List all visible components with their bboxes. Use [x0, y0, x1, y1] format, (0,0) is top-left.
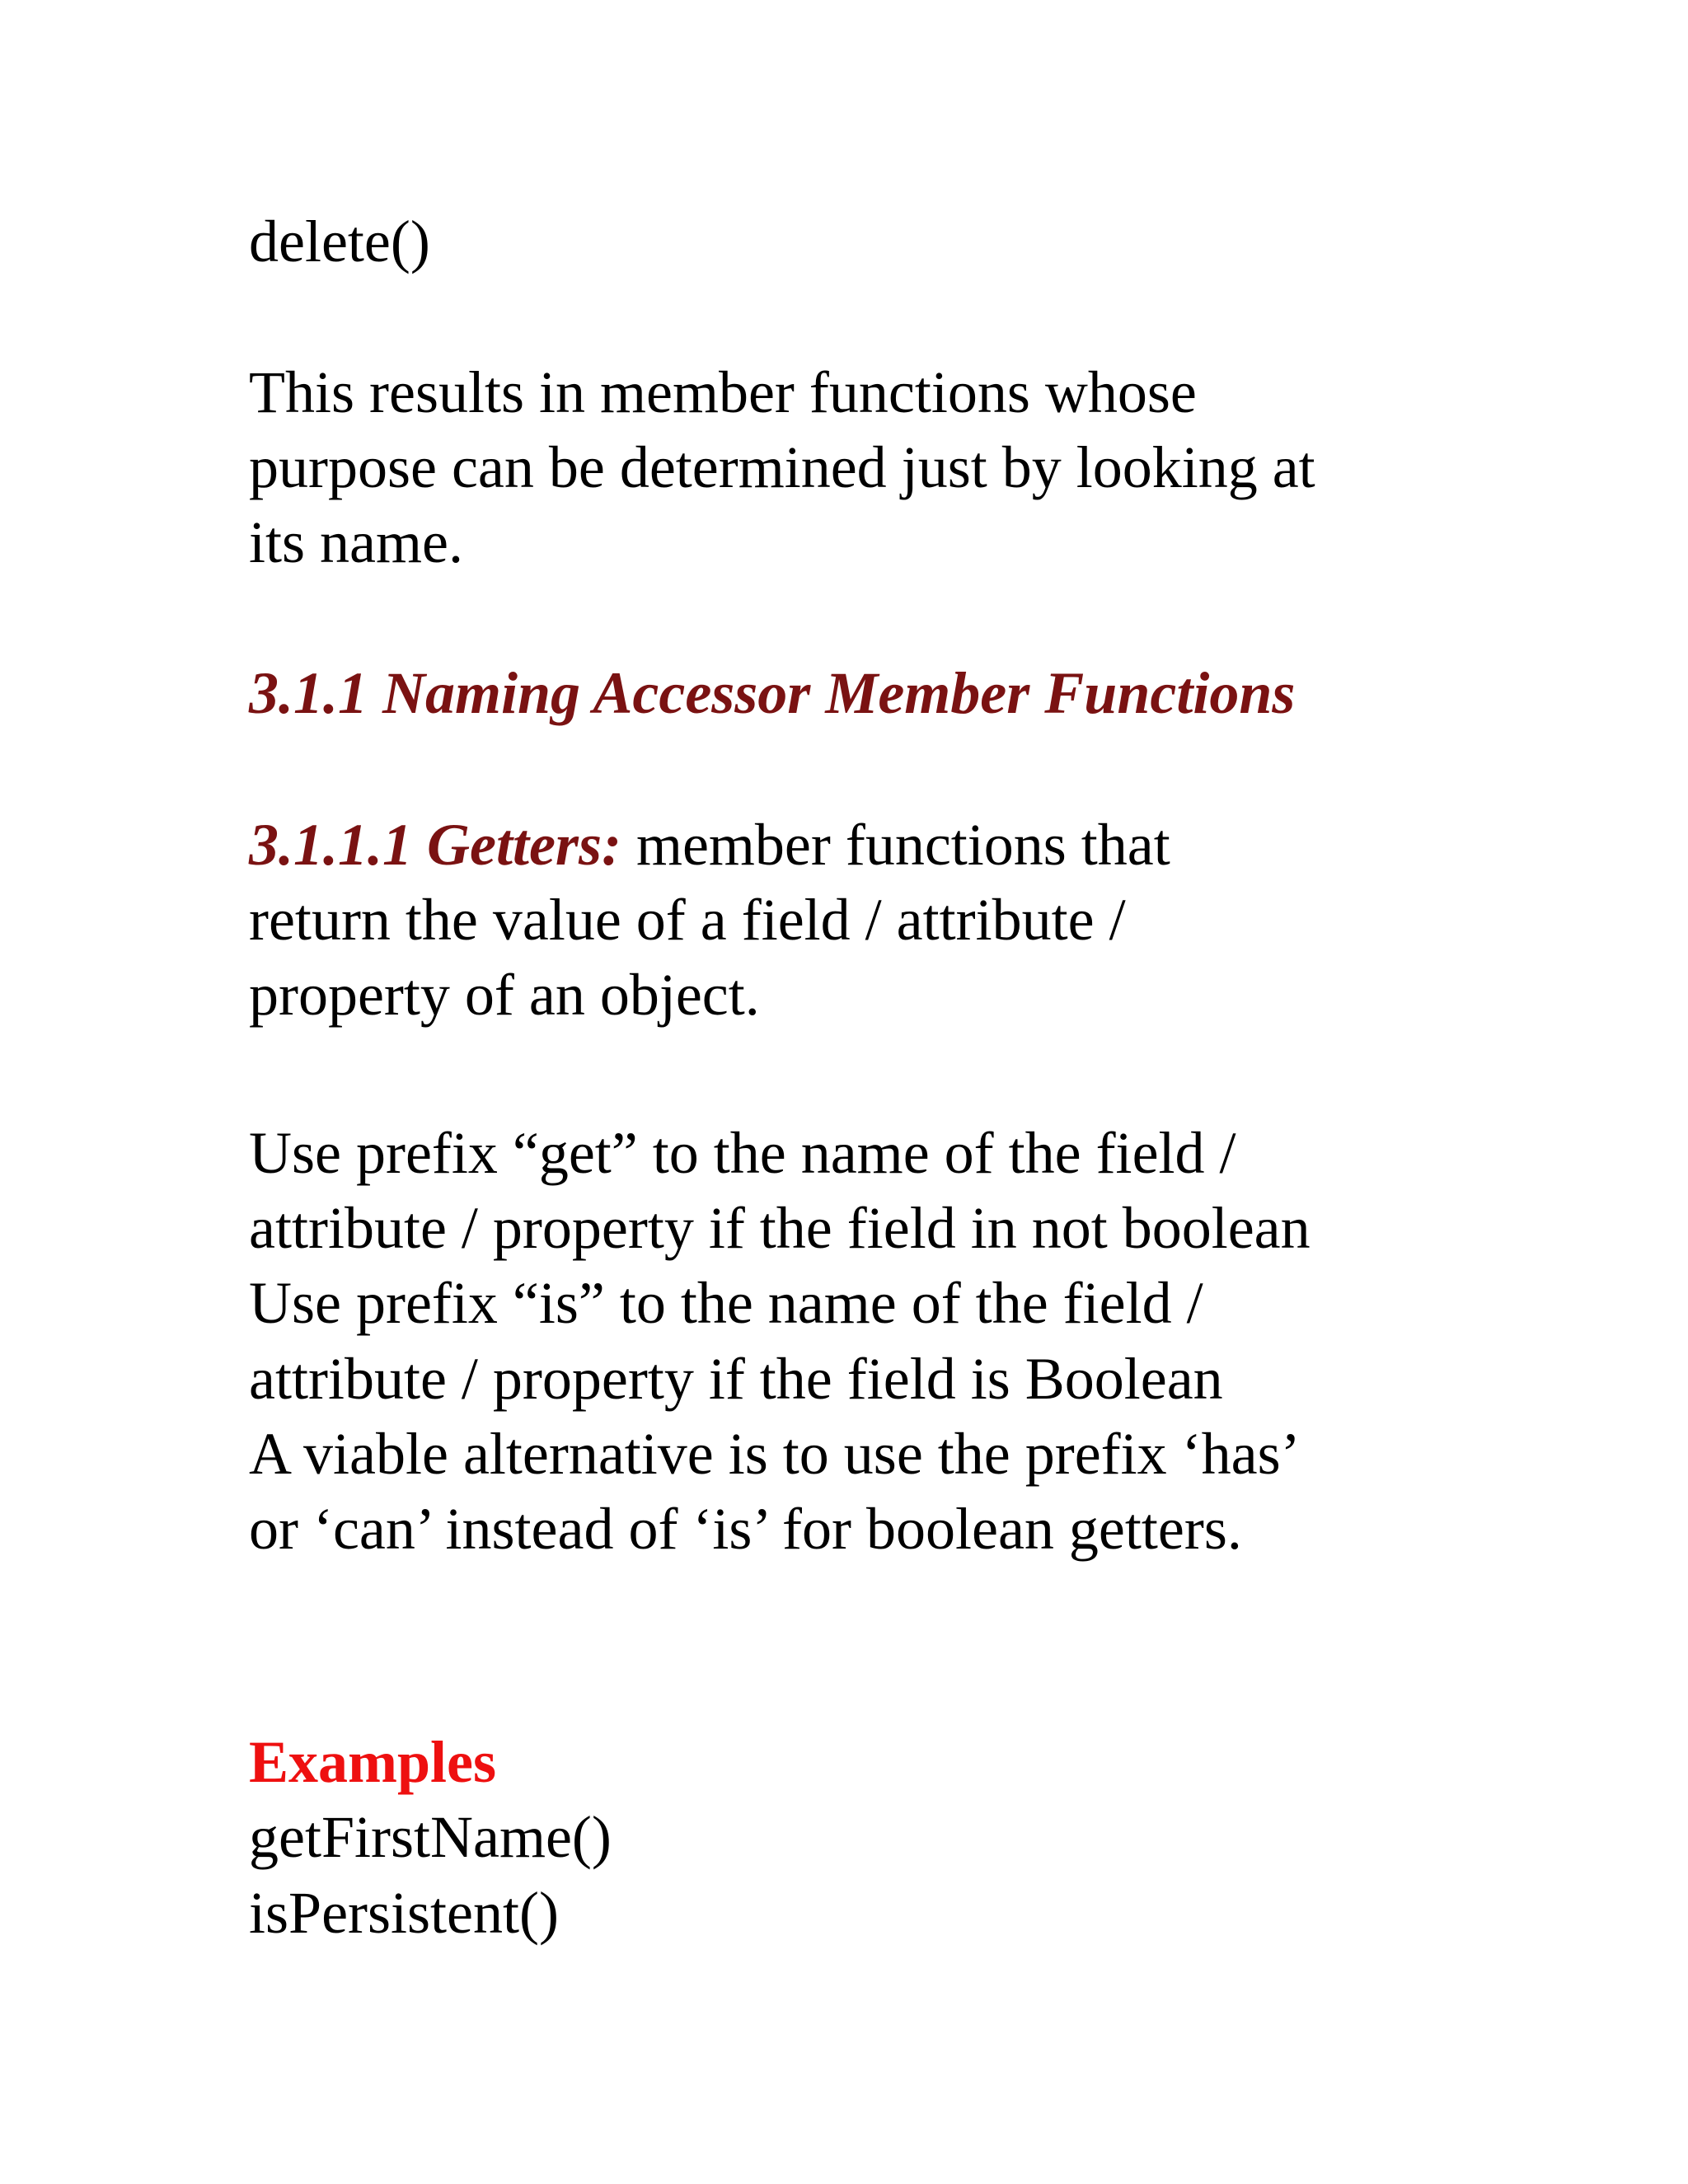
examples-title: Examples [249, 1729, 497, 1795]
intro-line-2: purpose can be determined just by looking at [249, 434, 1315, 500]
rule-line-1: Use prefix “get” to the name of the field / [249, 1120, 1236, 1186]
rule-line-2: attribute / property if the field in not boolean [249, 1195, 1311, 1261]
rule-line-5: A viable alternative is to use the prefix ‘has’ [249, 1421, 1301, 1487]
rule-line-3: Use prefix “is” to the name of the field / [249, 1270, 1203, 1336]
getters-line-1 [249, 807, 1170, 883]
section-heading: 3.1.1 Naming Accessor Member Functions [249, 660, 1296, 726]
intro-line-3: its name. [249, 509, 463, 575]
getters-line-2: return the value of a field / attribute / [249, 887, 1126, 953]
example-item: getFirstName() [249, 1804, 612, 1870]
intro-line-1: This results in member functions whose [249, 359, 1197, 425]
example-item: isPersistent() [249, 1880, 559, 1946]
rule-line-6: or ‘can’ instead of ‘is’ for boolean getters. [249, 1496, 1242, 1562]
rule-line-4: attribute / property if the field is Boolean [249, 1346, 1223, 1412]
getters-label: 3.1.1.1 Getters: [249, 812, 621, 878]
getters-description: member functions that [621, 812, 1170, 878]
code-delete: delete() [249, 209, 430, 274]
getters-line-3: property of an object. [249, 962, 760, 1028]
